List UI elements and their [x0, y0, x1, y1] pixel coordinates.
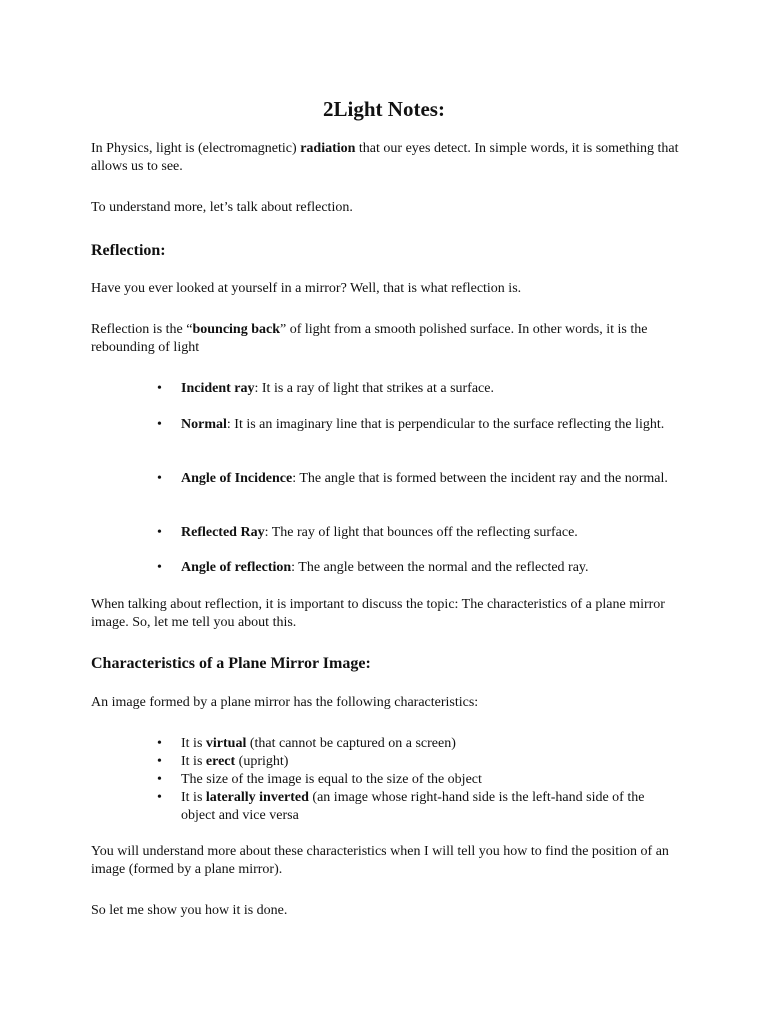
term-label: Normal — [181, 417, 227, 432]
bullet-icon: • — [157, 736, 162, 751]
intro-text-pre: In Physics, light is (electromagnetic) — [91, 141, 301, 156]
term-description: : The angle between the normal and the reflected ray. — [291, 560, 589, 575]
term-label: Angle of reflection — [181, 560, 292, 575]
mirror-question-paragraph: Have you ever looked at yourself in a mirror? Well, that is what reflection is. — [91, 281, 522, 296]
radiation-bold: radiation — [300, 141, 356, 156]
bullet-icon: • — [157, 754, 162, 769]
reflection-def-pre: Reflection is the “ — [91, 322, 193, 337]
understand-more-paragraph: To understand more, let’s talk about reflection. — [91, 200, 353, 215]
characteristic-post: (that cannot be captured on a screen) — [246, 736, 456, 751]
list-item — [157, 416, 681, 434]
list-item — [157, 789, 681, 825]
characteristic-pre: It is — [181, 736, 206, 751]
list-item — [157, 470, 681, 488]
bullet-icon: • — [157, 772, 162, 787]
characteristic-bold: laterally inverted — [205, 790, 309, 805]
characteristic-bold: virtual — [205, 736, 247, 751]
reflection-definition-paragraph — [91, 321, 683, 357]
bullet-icon: • — [157, 525, 162, 540]
characteristics-intro-paragraph: An image formed by a plane mirror has the following characteristics: — [91, 695, 479, 710]
intro-text-post: that our eyes detect. In simple words, it is something that allows us to see. — [91, 141, 679, 174]
term-label: Reflected Ray — [181, 525, 265, 540]
bullet-icon: • — [157, 417, 162, 432]
characteristic-post: (upright) — [235, 754, 289, 769]
characteristics-heading: Characteristics of a Plane Mirror Image: — [91, 655, 371, 672]
understand-characteristics-paragraph: You will understand more about these characteristics when I will tell you how to find the position of an image (formed by a plane mirror). — [91, 844, 669, 877]
term-label: Incident ray — [181, 381, 255, 396]
list-item — [157, 559, 681, 577]
bullet-icon: • — [157, 381, 162, 396]
characteristic-pre: The size of the image is equal to the size of the object — [181, 772, 482, 787]
term-description: : The ray of light that bounces off the reflecting surface. — [264, 525, 578, 540]
show-you-paragraph: So let me show you how it is done. — [91, 903, 288, 918]
list-item — [157, 735, 681, 753]
characteristic-pre: It is — [181, 790, 206, 805]
intro-paragraph — [91, 140, 683, 176]
characteristic-post: (an image whose right-hand side is the left-hand side of the object and vice versa — [181, 790, 645, 823]
reflection-heading: Reflection: — [91, 242, 166, 259]
bouncing-back-bold: bouncing back — [192, 322, 281, 337]
talking-reflection-paragraph: When talking about reflection, it is important to discuss the topic: The characteristics of a plane mirror image. So, let me tell you about this. — [91, 597, 665, 630]
list-item — [157, 380, 681, 398]
list-item — [157, 771, 681, 789]
list-item — [157, 524, 681, 542]
page-title: 2Light Notes: — [323, 97, 445, 121]
bullet-icon: • — [157, 790, 162, 805]
bullet-icon: • — [157, 471, 162, 486]
term-description: : The angle that is formed between the incident ray and the normal. — [292, 471, 668, 486]
characteristic-pre: It is — [181, 754, 206, 769]
term-description: : It is an imaginary line that is perpendicular to the surface reflecting the light. — [226, 417, 665, 432]
term-description: : It is a ray of light that strikes at a surface. — [254, 381, 494, 396]
reflection-def-post: ” of light from a smooth polished surface. In other words, it is the rebounding of light — [91, 322, 648, 355]
term-label: Angle of Incidence — [181, 471, 293, 486]
characteristic-bold: erect — [205, 754, 236, 769]
bullet-icon: • — [157, 560, 162, 575]
list-item — [157, 753, 681, 771]
